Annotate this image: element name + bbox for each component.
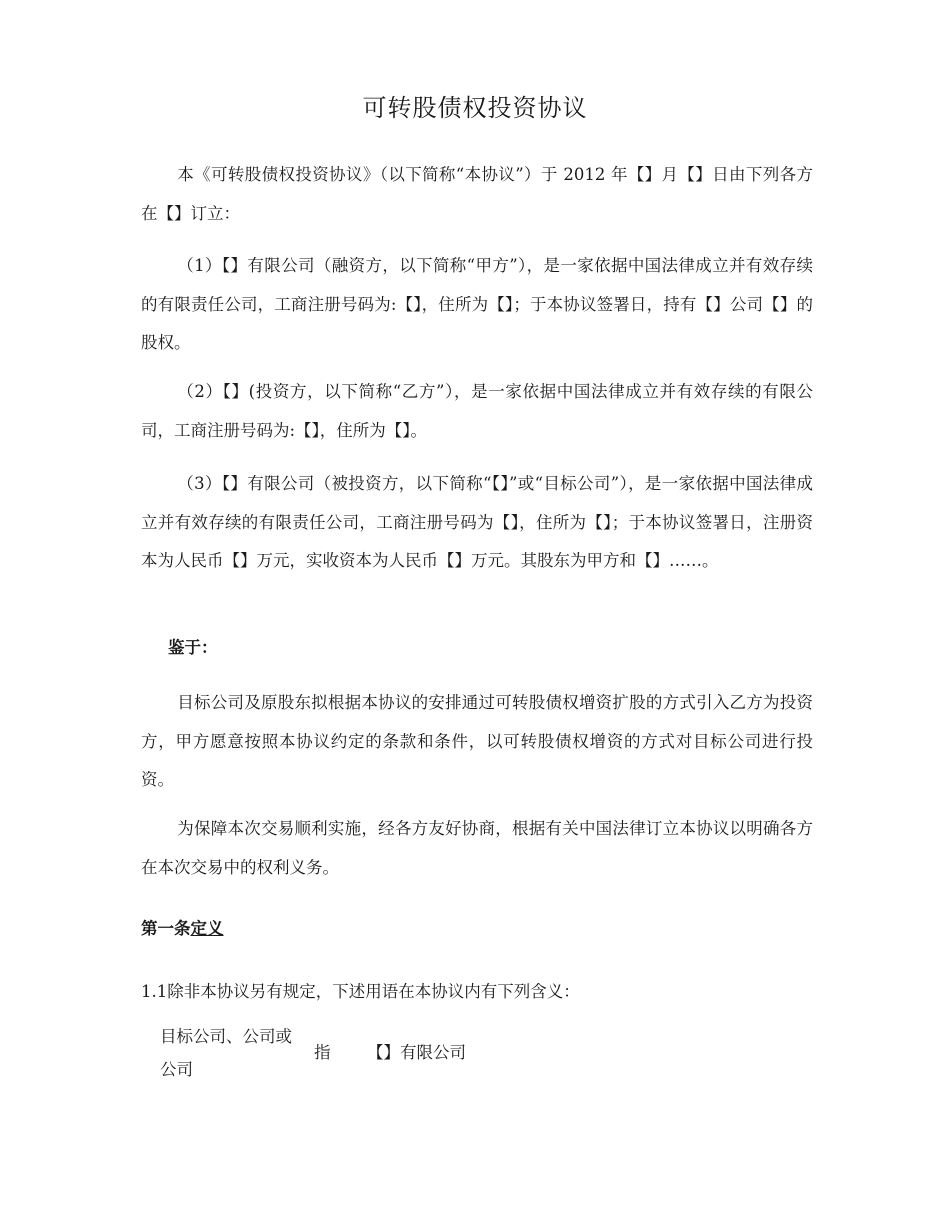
definition-term: 目标公司、公司或公司 <box>160 1027 292 1079</box>
document-title: 可转股债权投资协议 <box>362 94 588 122</box>
clause-1-1: 1.1除非本协议另有规定，下述用语在本协议内有下列含义： <box>141 982 580 1001</box>
article-1-title: 定义 <box>190 919 224 938</box>
party1-paragraph: （1）【】有限公司（融资方，以下简称“甲方”），是一家依据中国法律成立并有效存续的有限责任公司，工商注册号码为:【】，住所为【】；于本协议签署日，持有【】公司【】的股权。 <box>141 256 813 352</box>
whereas-heading: 鉴于： <box>168 638 218 657</box>
article-1-heading <box>141 917 224 941</box>
definition-meaning: 【】有限公司 <box>367 1043 466 1062</box>
article-1-number: 第一条 <box>141 919 191 938</box>
party3-paragraph: （3）【】有限公司（被投资方，以下简称“【】”或“目标公司”），是一家依据中国法律成立并有效存续的有限责任公司，工商注册号码为【】，住所为【】；于本协议签署日，注册资本为人民币【】万元，实收资本为人民币【】万元。其股东为甲方和【】……。 <box>141 474 813 570</box>
definition-verb: 指 <box>314 1043 331 1062</box>
whereas-paragraph-2: 为保障本次交易顺利实施，经各方友好协商，根据有关中国法律订立本协议以明确各方在本次交易中的权利义务。 <box>141 819 813 877</box>
party2-paragraph: （2）【】(投资方，以下简称“乙方”），是一家依据中国法律成立并有效存续的有限公司，工商注册号码为:【】，住所为【】。 <box>141 382 813 440</box>
whereas-paragraph-1: 目标公司及原股东拟根据本协议的安排通过可转股债权增资扩股的方式引入乙方为投资方，甲方愿意按照本协议约定的条款和条件，以可转股债权增资的方式对目标公司进行投资。 <box>141 693 813 789</box>
intro-paragraph: 本《可转股债权投资协议》（以下简称“本协议”）于 2012 年【】月【】日由下列各方在【】订立： <box>141 165 813 223</box>
